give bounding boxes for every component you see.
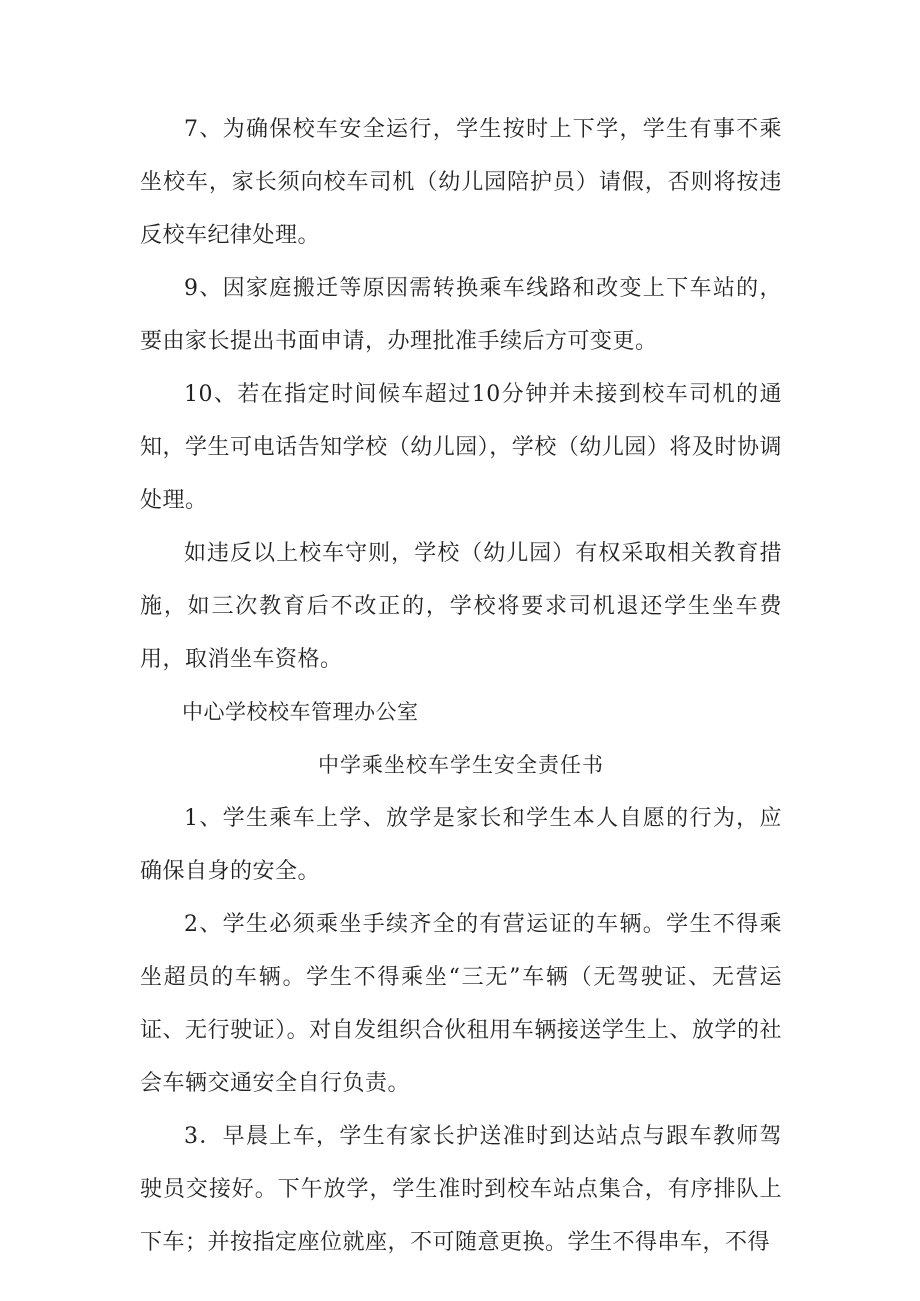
clause-3-paragraph: 3．早晨上车，学生有家长护送准时到达站点与跟车教师驾驶员交接好。下午放学，学生准时到校车站点集合，有序排队上下车；并按指定座位就座，不可随意更换。学生不得串车，不得	[140, 1124, 782, 1255]
violation-paragraph: 如违反以上校车守则，学校（幼儿园）有权采取相关教育措施，如三次教育后不改正的，学校将要求司机退还学生坐车费用，取消坐车资格。	[140, 541, 782, 672]
rule-9-paragraph: 9、因家庭搬迁等原因需转换乘车线路和改变上下车站的，要由家长提出书面申请，办理批准手续后方可变更。	[140, 276, 782, 354]
rule-7-paragraph: 7、为确保校车安全运行，学生按时上下学，学生有事不乘坐校车，家长须向校车司机（幼儿园陪护员）请假，否则将按违反校车纪律处理。	[140, 117, 782, 248]
clause-1-paragraph: 1、学生乘车上学、放学是家长和学生本人自愿的行为，应确保自身的安全。	[140, 806, 782, 884]
document-title: 中学乘坐校车学生安全责任书	[318, 753, 604, 777]
rule-10-paragraph: 10、若在指定时间候车超过10分钟并未接到校车司机的通知，学生可电话告知学校（幼儿园），学校（幼儿园）将及时协调处理。	[140, 382, 782, 513]
office-signature: 中心学校校车管理办公室	[182, 700, 419, 724]
clause-2-paragraph: 2、学生必须乘坐手续齐全的有营运证的车辆。学生不得乘坐超员的车辆。学生不得乘坐“三无”车辆（无驾驶证、无营运证、无行驶证）。对自发组织合伙租用车辆接送学生上、放学的社会车辆交通安全自行负责。	[140, 912, 782, 1096]
document-body	[140, 103, 782, 1269]
